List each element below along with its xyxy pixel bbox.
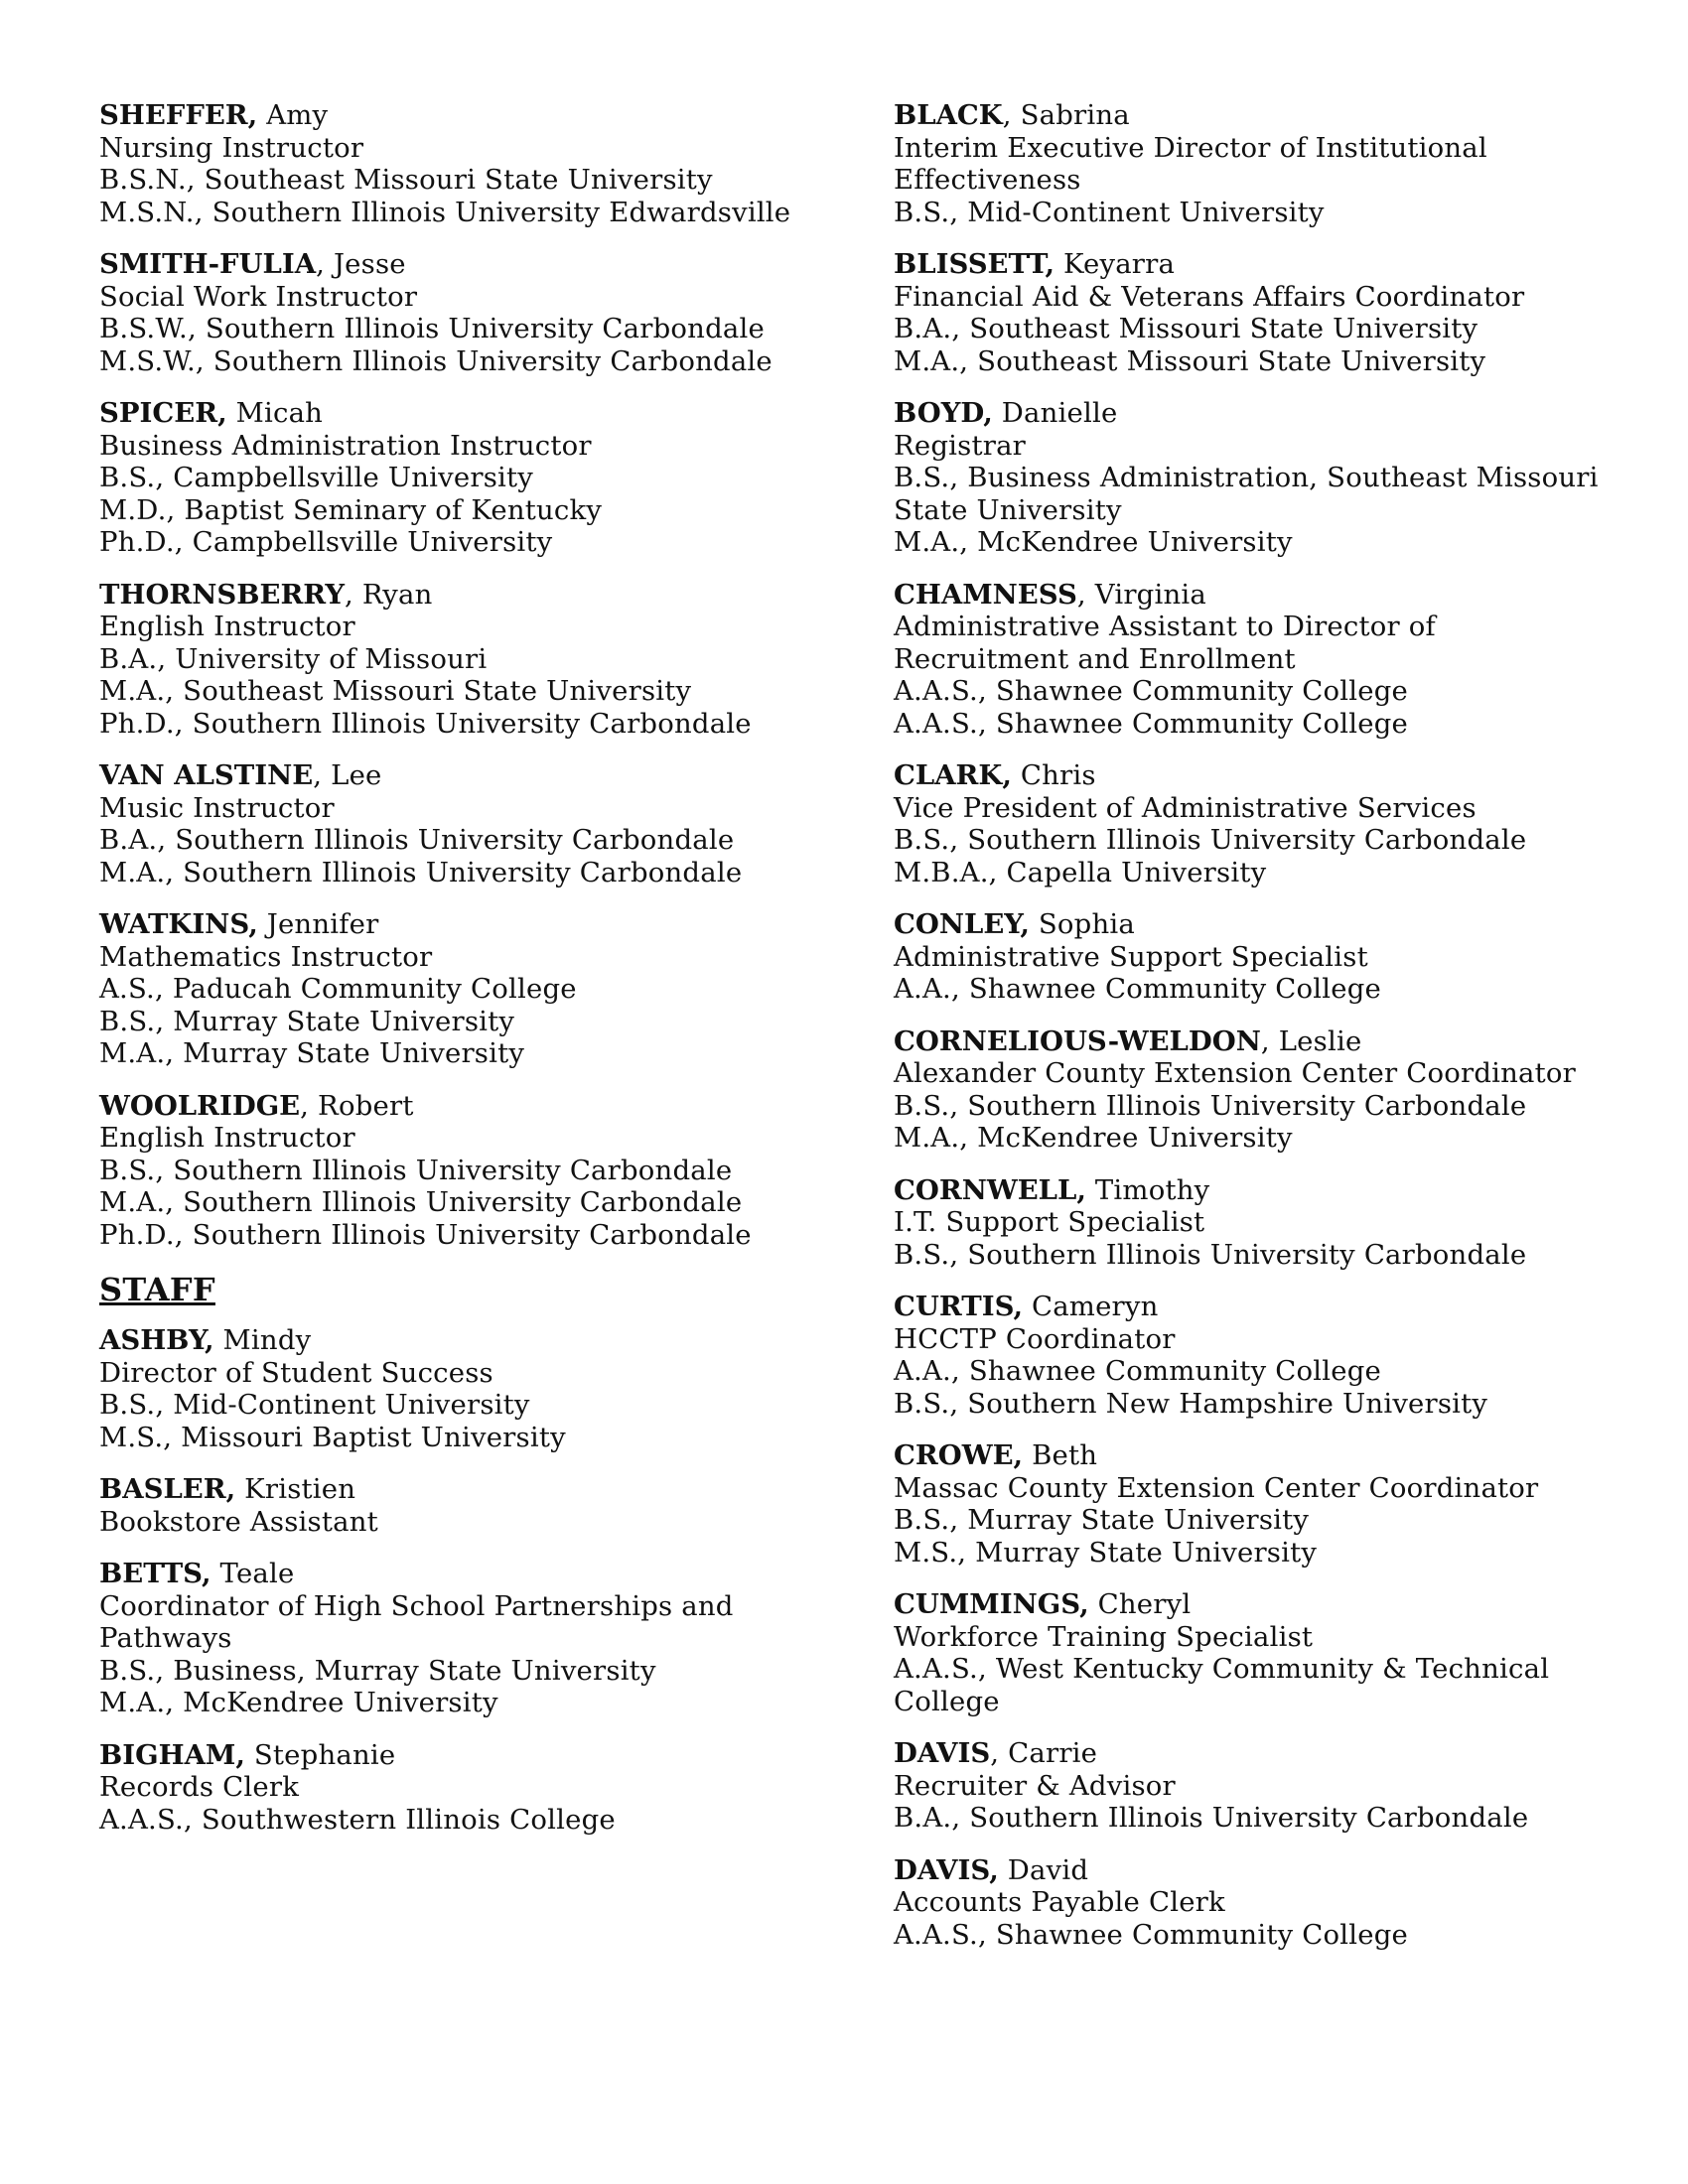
entry-detail: Ph.D., Campbellsville University <box>99 526 553 558</box>
entry-name <box>99 1739 794 1772</box>
entry-detail: College <box>894 1685 1000 1717</box>
directory-entry <box>99 1324 794 1453</box>
entry-title: I.T. Support Specialist <box>894 1206 1205 1238</box>
given-name: David <box>998 1853 1089 1886</box>
given-name: Micah <box>226 397 324 429</box>
surname: BETTS, <box>99 1558 211 1589</box>
entry-detail: A.A.S., West Kentucky Community & Technical <box>894 1653 1550 1685</box>
entry-detail: A.A.S., Shawnee Community College <box>894 707 1409 740</box>
surname: CORNWELL, <box>894 1173 1086 1206</box>
staff-heading: STAFF <box>99 1271 215 1308</box>
entry-title: Massac County Extension Center Coordinator <box>894 1471 1539 1504</box>
entry-title: Recruiter & Advisor <box>894 1769 1176 1802</box>
entry-name <box>99 908 794 941</box>
directory-entry <box>894 1854 1589 1952</box>
given-name: Kristien <box>235 1473 356 1505</box>
entry-detail: B.S., Campbellsville University <box>99 462 534 493</box>
directory-entry <box>894 908 1589 1006</box>
directory-entry <box>894 99 1589 228</box>
entry-name <box>99 1324 794 1357</box>
entry-name <box>894 1174 1589 1207</box>
directory-entry <box>99 1739 794 1837</box>
directory-entry <box>99 397 794 559</box>
given-name: , Jesse <box>316 248 406 280</box>
entry-detail: A.A.S., Shawnee Community College <box>894 675 1409 707</box>
entry-name <box>99 1473 794 1506</box>
surname: ASHBY, <box>99 1324 214 1356</box>
surname: SHEFFER, <box>99 99 258 131</box>
entry-name <box>99 99 794 132</box>
staff-list-left <box>99 1324 794 1836</box>
entry-detail: A.A., Shawnee Community College <box>894 973 1382 1005</box>
entry-name <box>894 1439 1589 1472</box>
entry-detail: M.A., McKendree University <box>894 526 1293 558</box>
entry-detail: Ph.D., Southern Illinois University Carbondale <box>99 1218 752 1251</box>
entry-detail: A.A., Shawnee Community College <box>894 1355 1382 1387</box>
entry-name <box>99 579 794 612</box>
given-name: Jennifer <box>257 908 379 940</box>
entry-title: Alexander County Extension Center Coordinator <box>894 1057 1576 1089</box>
directory-entry <box>894 1439 1589 1569</box>
entry-name <box>894 1588 1589 1621</box>
entry-detail: M.S., Murray State University <box>894 1536 1318 1569</box>
entry-detail: B.S.N., Southeast Missouri State University <box>99 164 713 196</box>
surname: THORNSBERRY <box>99 578 345 611</box>
entry-detail: B.A., Southeast Missouri State University <box>894 313 1478 344</box>
entry-title: Coordinator of High School Partnerships and <box>99 1589 734 1622</box>
entry-title: Registrar <box>894 429 1027 462</box>
entry-detail: M.A., Murray State University <box>99 1037 525 1069</box>
surname: WATKINS, <box>99 908 258 940</box>
entry-detail: M.A., McKendree University <box>894 1122 1293 1154</box>
entry-detail: B.S., Southern New Hampshire University <box>894 1387 1488 1420</box>
entry-title: Director of Student Success <box>99 1356 493 1389</box>
entry-name <box>894 1291 1589 1323</box>
directory-entry <box>99 579 794 741</box>
surname: BOYD, <box>894 397 993 429</box>
surname: BLACK <box>894 99 1003 131</box>
given-name: Sophia <box>1029 908 1135 940</box>
entry-detail: B.S., Business, Murray State University <box>99 1654 656 1687</box>
entry-name <box>894 759 1589 792</box>
entry-name <box>99 1090 794 1123</box>
directory-entry <box>894 579 1589 741</box>
directory-entry <box>99 759 794 888</box>
entry-detail: B.A., Southern Illinois University Carbondale <box>99 824 735 856</box>
directory-entry <box>894 759 1589 888</box>
entry-detail: Recruitment and Enrollment <box>894 642 1296 675</box>
surname: WOOLRIDGE <box>99 1089 301 1122</box>
entry-title: Music Instructor <box>99 791 335 824</box>
right-column <box>894 99 1599 1971</box>
given-name: Beth <box>1023 1439 1098 1471</box>
directory-entry <box>99 908 794 1070</box>
surname: DAVIS <box>894 1737 991 1769</box>
entry-detail: M.A., Southern Illinois University Carbondale <box>99 1186 743 1218</box>
entry-detail: B.S., Southern Illinois University Carbondale <box>99 1154 733 1186</box>
surname: CORNELIOUS-WELDON <box>894 1024 1261 1057</box>
entry-title: Records Clerk <box>99 1771 300 1803</box>
entry-detail: B.S., Mid-Continent University <box>894 196 1325 228</box>
entry-detail: Effectiveness <box>894 164 1081 196</box>
directory-entry <box>99 1558 794 1719</box>
given-name: , Sabrina <box>1002 99 1130 131</box>
given-name: Teale <box>211 1558 295 1589</box>
entry-detail: A.S., Paducah Community College <box>99 973 577 1005</box>
directory-entry <box>894 397 1599 559</box>
entry-detail: M.B.A., Capella University <box>894 856 1267 888</box>
entry-title: Business Administration Instructor <box>99 429 592 462</box>
entry-name <box>894 579 1589 612</box>
entry-detail: M.A., Southeast Missouri State University <box>894 344 1486 377</box>
entry-name <box>894 397 1589 430</box>
given-name: Cameryn <box>1023 1291 1159 1322</box>
given-name: Amy <box>257 99 329 131</box>
entry-detail: M.S.N., Southern Illinois University Edwardsville <box>99 196 791 228</box>
entry-title: HCCTP Coordinator <box>894 1322 1176 1355</box>
surname: CUMMINGS, <box>894 1588 1089 1620</box>
entry-detail: M.A., Southern Illinois University Carbondale <box>99 856 743 888</box>
surname: BLISSETT, <box>894 248 1055 280</box>
entry-title: Mathematics Instructor <box>99 940 433 973</box>
given-name: , Lee <box>313 759 382 791</box>
entry-title: Financial Aid & Veterans Affairs Coordinator <box>894 280 1525 313</box>
given-name: , Virginia <box>1076 578 1206 611</box>
surname: CLARK, <box>894 759 1012 791</box>
directory-entry <box>894 1291 1589 1420</box>
entry-title: Accounts Payable Clerk <box>894 1886 1225 1918</box>
entry-title: Interim Executive Director of Institutional <box>894 131 1487 164</box>
staff-list-right <box>894 99 1599 1951</box>
entry-title: Administrative Support Specialist <box>894 940 1368 973</box>
entry-detail: M.D., Baptist Seminary of Kentucky <box>99 493 603 526</box>
surname: CROWE, <box>894 1439 1024 1471</box>
entry-detail: B.A., Southern Illinois University Carbondale <box>894 1802 1529 1834</box>
given-name: Timothy <box>1085 1173 1210 1206</box>
surname: BIGHAM, <box>99 1738 245 1771</box>
surname: DAVIS, <box>894 1853 999 1886</box>
entry-name <box>99 1558 794 1590</box>
given-name: , Carrie <box>990 1737 1098 1769</box>
directory-entry <box>894 248 1589 377</box>
directory-entry <box>894 1025 1589 1155</box>
surname: BASLER, <box>99 1473 236 1505</box>
entry-detail: B.S., Murray State University <box>99 1005 515 1037</box>
given-name: Keyarra <box>1055 248 1176 280</box>
entry-detail: Ph.D., Southern Illinois University Carbondale <box>99 707 752 740</box>
entry-detail: M.A., McKendree University <box>99 1687 498 1718</box>
entry-name <box>894 1025 1589 1058</box>
directory-entry <box>894 1174 1589 1272</box>
entry-detail: B.S.W., Southern Illinois University Carbondale <box>99 313 765 344</box>
entry-detail: M.S., Missouri Baptist University <box>99 1421 566 1453</box>
entry-name <box>894 908 1589 941</box>
faculty-list <box>99 99 794 1251</box>
entry-title: English Instructor <box>99 1122 355 1154</box>
given-name: Chris <box>1011 759 1096 791</box>
surname: CURTIS, <box>894 1291 1024 1322</box>
surname: SPICER, <box>99 397 227 429</box>
surname: CHAMNESS <box>894 578 1077 611</box>
given-name: Cheryl <box>1088 1588 1192 1620</box>
directory-entry <box>99 1473 794 1538</box>
entry-name <box>894 1854 1589 1887</box>
given-name: Mindy <box>213 1324 312 1356</box>
entry-detail: Pathways <box>99 1622 232 1654</box>
entry-detail: M.A., Southeast Missouri State University <box>99 675 692 707</box>
surname: SMITH-FULIA <box>99 248 317 280</box>
entry-detail: A.A.S., Shawnee Community College <box>894 1918 1409 1951</box>
entry-title: Administrative Assistant to Director of <box>894 611 1436 642</box>
entry-name <box>99 397 794 430</box>
directory-entry <box>894 1737 1589 1835</box>
directory-entry <box>99 248 794 377</box>
directory-entry <box>894 1588 1589 1717</box>
entry-detail: B.S., Mid-Continent University <box>99 1389 530 1421</box>
entry-title: Workforce Training Specialist <box>894 1620 1314 1653</box>
entry-name <box>99 248 794 281</box>
entry-detail: State University <box>894 493 1122 526</box>
directory-entry <box>99 1090 794 1252</box>
entry-detail: M.S.W., Southern Illinois University Carbondale <box>99 344 773 377</box>
entry-title: English Instructor <box>99 611 355 642</box>
given-name: Danielle <box>992 397 1118 429</box>
given-name: Stephanie <box>244 1738 396 1771</box>
given-name: , Leslie <box>1260 1024 1362 1057</box>
entry-name <box>894 99 1589 132</box>
entry-name <box>894 248 1589 281</box>
surname: VAN ALSTINE <box>99 759 314 791</box>
entry-title: Nursing Instructor <box>99 131 364 164</box>
entry-detail: B.S., Business Administration, Southeast Missouri <box>894 462 1599 493</box>
entry-name <box>99 759 794 792</box>
entry-title: Bookstore Assistant <box>99 1505 378 1538</box>
entry-title: Vice President of Administrative Services <box>894 791 1477 824</box>
left-column <box>99 99 794 1855</box>
surname: CONLEY, <box>894 908 1030 940</box>
given-name: , Robert <box>300 1089 414 1122</box>
entry-detail: B.S., Murray State University <box>894 1504 1310 1536</box>
entry-detail: A.A.S., Southwestern Illinois College <box>99 1803 616 1836</box>
entry-name <box>894 1737 1589 1770</box>
entry-detail: B.S., Southern Illinois University Carbondale <box>894 824 1527 856</box>
entry-detail: B.S., Southern Illinois University Carbondale <box>894 1238 1527 1271</box>
entry-detail: B.S., Southern Illinois University Carbondale <box>894 1089 1527 1122</box>
given-name: , Ryan <box>344 578 433 611</box>
entry-title: Social Work Instructor <box>99 280 418 313</box>
directory-entry <box>99 99 794 228</box>
entry-detail: B.A., University of Missouri <box>99 642 488 675</box>
